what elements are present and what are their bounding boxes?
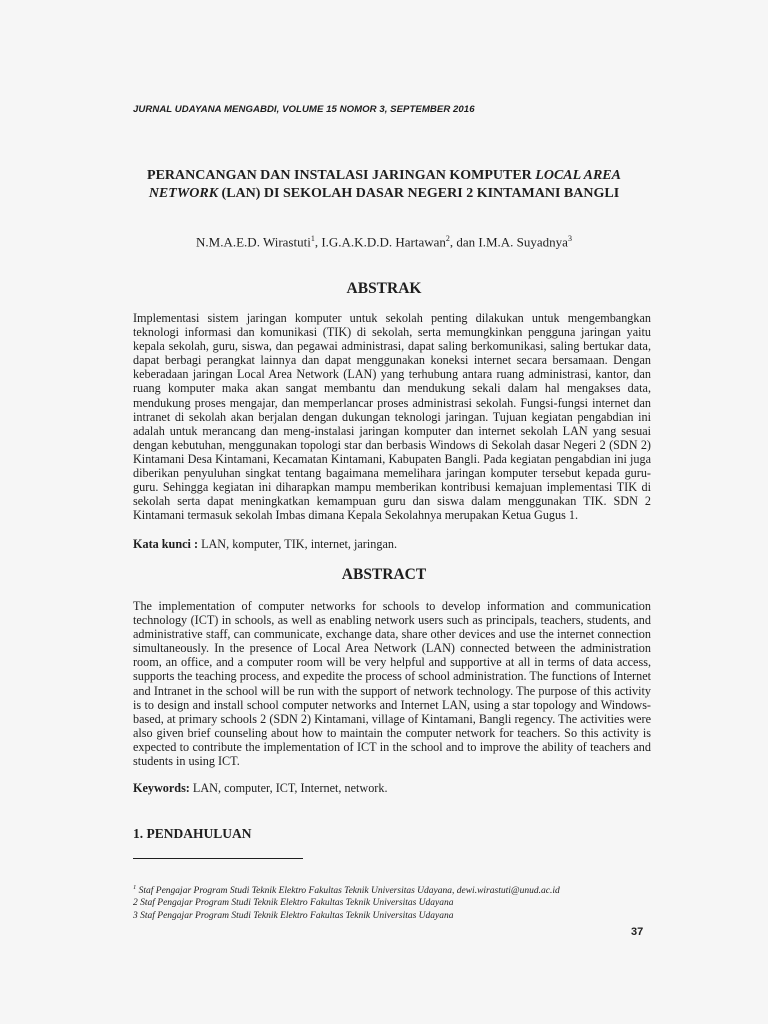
abstrak-keywords-label: Kata kunci : xyxy=(133,537,199,551)
author-2-affil: 2 xyxy=(445,234,450,243)
footnote-1 xyxy=(133,882,653,897)
abstract-keywords xyxy=(133,781,388,796)
abstract-body: The implementation of computer networks for schools to develop information and communication technology (ICT) in schools, as well as enabling network users such as principals, teachers, students, and administrative staff, can communicate, exchange data, share other devices and use the internet connection simultaneously. In the presence of Local Area Network (LAN) connected between the administration room, an office, and a computer room will be very helpful and supportive at all in terms of data access, supports the teaching process, and expedite the process of school administration. The functions of Internet and Intranet in the school will be run with the support of network technology. The purpose of this activity is to design and install school computer networks and Internet LAN, using a star topology and Windows-based, at primary schools 2 (SDN 2) Kintamani, village of Kintamani, Bangli regency. The activities were also given brief counseling about how to maintain the computer network for teachers. So this activity is expected to contribute the implementation of ICT in the school and to improve the ability of teachers and students in using ICT. xyxy=(133,599,651,769)
abstract-keywords-label: Keywords: xyxy=(133,781,190,795)
page-number: 37 xyxy=(631,926,644,938)
author-2: , I.G.A.K.D.D. Hartawan xyxy=(314,234,446,250)
author-3: , dan I.M.A. Suyadnya xyxy=(449,234,568,250)
abstract-heading: ABSTRACT xyxy=(341,566,427,583)
section-heading-pendahuluan: 1. PENDAHULUAN xyxy=(133,826,252,841)
footnote-3: 3 Staf Pengajar Program Studi Teknik Elektro Fakultas Teknik Universitas Udayana xyxy=(133,910,454,921)
abstrak-heading: ABSTRAK xyxy=(346,280,422,297)
footnote-1-mark: 1 xyxy=(133,884,137,891)
abstrak-keywords xyxy=(133,537,397,552)
author-1: N.M.A.E.D. Wirastuti xyxy=(196,234,311,250)
footnotes xyxy=(133,882,653,922)
title-line1-prefix: PERANCANGAN DAN INSTALASI JARINGAN KOMPUTER xyxy=(147,168,536,183)
abstrak-body: Implementasi sistem jaringan komputer untuk sekolah penting dilakukan untuk mengembangkan teknologi informasi dan komunikasi (TIK) di sekolah, serta memungkinkan pengguna jaringan yaitu kepala sekolah, guru, siswa, dan pegawai administrasi, dapat saling berkomunikasi, saling bertukar data, dapat berbagi perangkat lainnya dan dapat menggunakan koneksi internet secara bersamaan. Dengan keberadaan jaringan Local Area Network (LAN) yang terhubung antara ruang administrasi, kantor, dan ruang komputer maka akan sangat membantu dan mendukung sekali dalam hal mengakses data, mendukung proses mengajar, dan memperlancar proses administrasi sekolah. Fungsi-fungsi internet dan intranet di sekolah akan berjalan dengan dukungan teknologi jaringan. Tujuan kegiatan pengabdian ini adalah untuk merancang dan meng-instalasi jaringan komputer dan internet sekolah LAN yang sesuai dengan kebutuhan, menggunakan topologi star dan berbasis Windows di Sekolah dasar Negeri 2 (SDN 2) Kintamani Desa Kintamani, Kecamatan Kintamani, Kabupaten Bangli. Pada kegiatan pengabdian ini juga diberikan penyuluhan singkat tentang bagaimana memelihara jaringan komputer tersebut kepada guru-guru. Sehingga kegiatan ini diharapkan mampu memberikan kontribusi kemajuan implementasi TIK di sekolah serta dapat meningkatkan kemampuan guru dan siswa dalam menggunakan TIK. SDN 2 Kintamani termasuk sekolah Imbas dimana Kepala Sekolahnya merupakan Ketua Gugus 1. xyxy=(133,311,651,523)
footnote-divider xyxy=(133,858,303,859)
title-line2-italic: NETWORK xyxy=(148,186,219,201)
paper-title xyxy=(100,167,668,203)
footnote-1-text: Staf Pengajar Program Studi Teknik Elektro Fakultas Teknik Universitas Udayana, dewi.wirastuti@unud.ac.id xyxy=(136,886,560,897)
title-line1-italic: LOCAL AREA xyxy=(535,168,621,183)
journal-header: JURNAL UDAYANA MENGABDI, VOLUME 15 NOMOR 3, SEPTEMBER 2016 xyxy=(133,104,475,115)
title-line2-rest: (LAN) DI SEKOLAH DASAR NEGERI 2 KINTAMANI BANGLI xyxy=(218,186,620,201)
author-3-affil: 3 xyxy=(567,234,572,243)
footnote-2: 2 Staf Pengajar Program Studi Teknik Elektro Fakultas Teknik Universitas Udayana xyxy=(133,898,454,909)
abstract-keywords-text: LAN, computer, ICT, Internet, network. xyxy=(189,781,388,795)
abstrak-keywords-text: LAN, komputer, TIK, internet, jaringan. xyxy=(198,537,397,551)
author-1-affil: 1 xyxy=(310,234,315,243)
author-list xyxy=(100,234,668,250)
